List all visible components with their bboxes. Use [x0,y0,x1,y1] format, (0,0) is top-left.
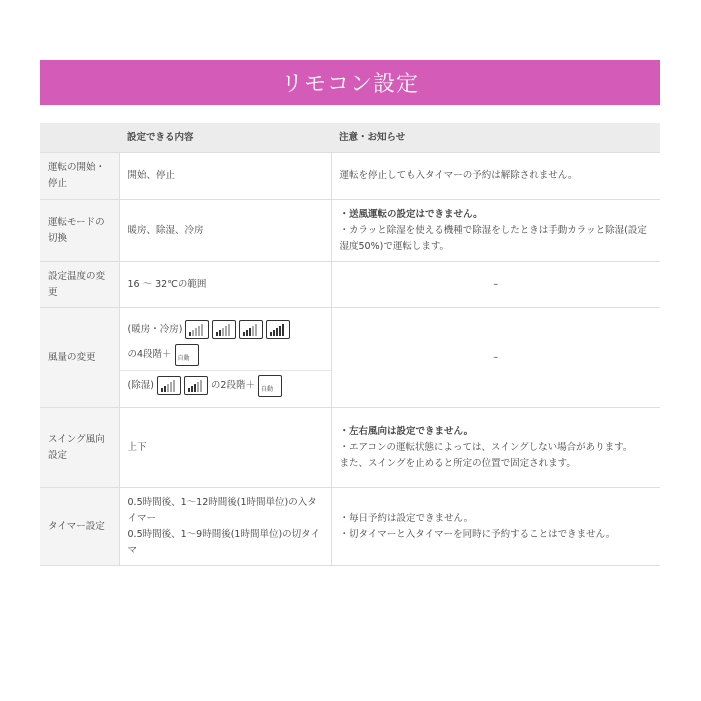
row-note-bold: ・送風運転の設定はできません。 [339,208,483,220]
row-note [331,488,660,566]
row-note-text: ・エアコンの運転状態によっては、スイングしない場合があります。 [339,441,633,453]
fan-speed-dry [120,370,331,397]
row-note-bold: ・左右風向は設定できません。 [339,425,474,437]
row-note-text: ・カラッと除湿を使える機種で除湿をしたときは手動カラッと除湿(設定湿度50%)で運転します。 [339,224,647,252]
table-row [40,308,660,408]
row-content: 16 ～ 32℃の範囲 [119,262,331,308]
row-item-label: タイマー設定 [40,488,119,566]
fan-level-2-icon [212,320,236,339]
row-note: – [331,262,660,308]
table-row [40,408,660,488]
fan-level-1-icon [185,320,209,339]
row-item-label: 設定温度の変更 [40,262,119,308]
row-content [119,488,331,566]
table-row [40,200,660,262]
row-item-label: 風量の変更 [40,308,119,408]
fan-level-2-icon [157,376,181,395]
row-item-label: 運転モードの切換 [40,200,119,262]
header-content: 設定できる内容 [119,123,331,153]
header-item [40,123,119,153]
table-row [40,153,660,200]
row-note: 運転を停止しても入タイマーの予約は解除されません。 [331,153,660,200]
row-item-label: 運転の開始・停止 [40,153,119,200]
row-content: 開始、停止 [119,153,331,200]
auto-icon: 自動 [175,344,199,366]
row-content [119,308,331,408]
row-content-text: 0.5時間後、1～12時間後(1時間単位)の入タイマー [127,496,317,524]
row-content-text: 0.5時間後、1～9時間後(1時間単位)の切タイマ [127,528,320,556]
table-row [40,488,660,566]
fan-level-4-icon [266,320,290,339]
fan-level-3-icon [239,320,263,339]
page-title: リモコン設定 [280,72,419,97]
row-note-text: また、スイングを止めると所定の位置で固定されます。 [339,457,576,469]
row-note-text: ・毎日予約は設定できません。 [339,512,474,524]
fan-mode-label: (暖房・冷房) [127,323,183,335]
auto-icon: 自動 [258,375,282,397]
remote-settings-table [40,123,660,566]
row-note-text: ・切タイマーと入タイマーを同時に予約することはできません。 [339,528,616,540]
fan-speed-cool-heat [128,319,323,366]
page-title-banner [40,60,660,105]
row-note: – [331,308,660,408]
fan-mode-label: (除湿) [127,379,154,391]
fan-steps-label: の4段階＋ [127,348,172,360]
row-item-label: スイング風向設定 [40,408,119,488]
row-note [331,200,660,262]
fan-steps-label: の2段階＋ [210,379,255,391]
row-content: 上下 [119,408,331,488]
header-note: 注意・お知らせ [331,123,660,153]
table-row [40,262,660,308]
table-header-row [40,123,660,153]
row-content: 暖房、除湿、冷房 [119,200,331,262]
fan-level-3-icon [184,376,208,395]
row-note [331,408,660,488]
